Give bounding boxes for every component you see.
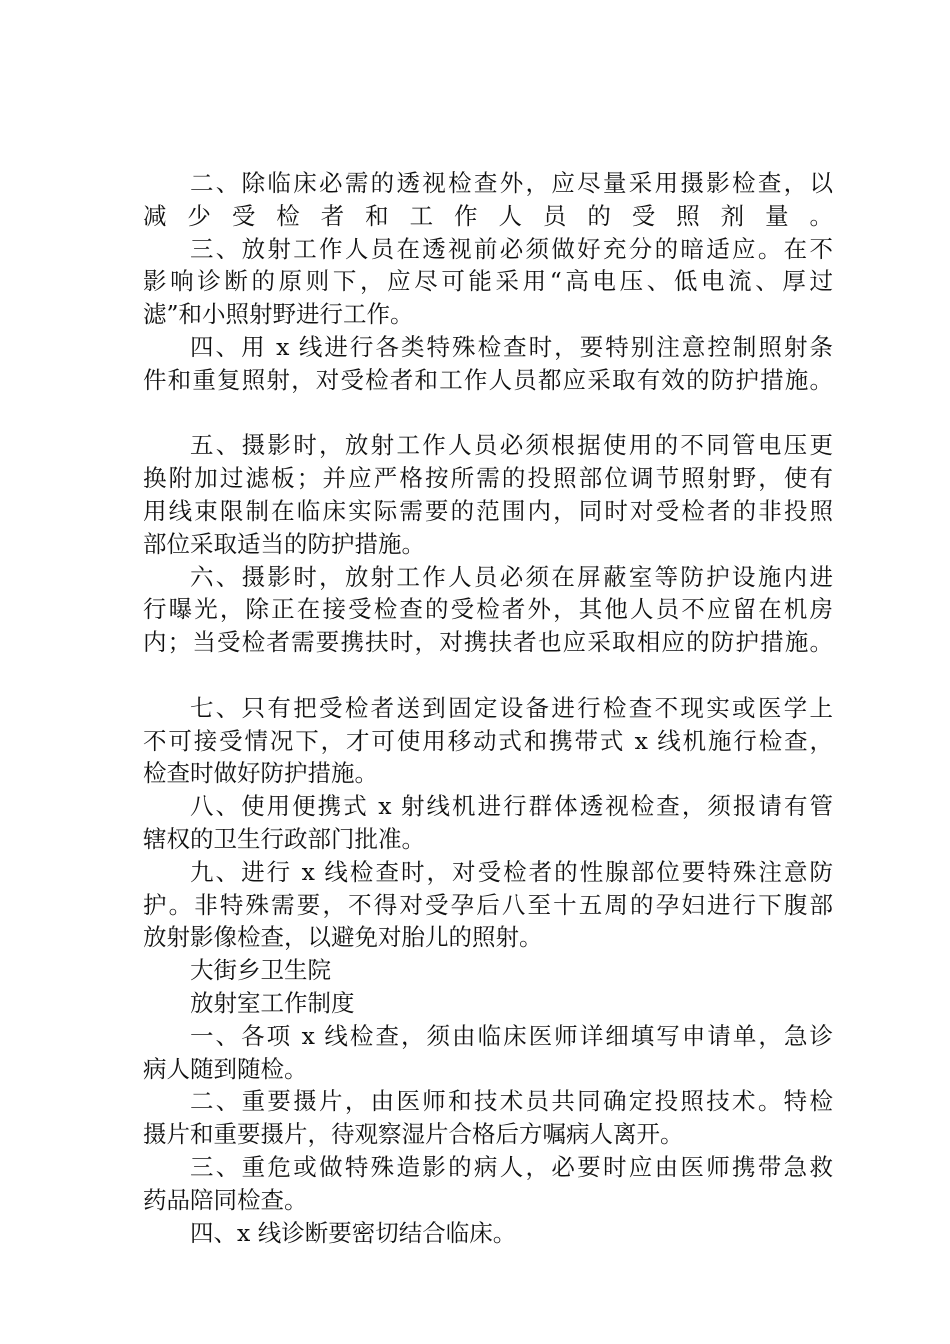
text-line: 检查时做好防护措施。 [143,759,378,788]
text-line: 件和重复照射，对受检者和工作人员都应采取有效的防护措施。 [143,365,833,394]
text-line: 六、摄影时，放射工作人员必须在屏蔽室等防护设施内进 [190,562,833,591]
text-line: 一、各项 x 线检查，须由临床医师详细填写申请单，急诊 [190,1021,833,1050]
text-line: 影响诊断的原则下，应尽可能采用“高电压、低电流、厚过 [143,267,833,296]
text-line: 药品陪同检查。 [143,1185,308,1214]
text-line: 二、除临床必需的透视检查外，应尽量采用摄影检查，以 [190,169,833,197]
text-line: 三、重危或做特殊造影的病人，必要时应由医师携带急救 [190,1152,833,1181]
text-line: 内；当受检者需要携扶时，对携扶者也应采取相应的防护措施。 [143,628,833,657]
text-line: 二、重要摄片，由医师和技术员共同确定投照技术。特检 [190,1087,833,1116]
text-line: 七、只有把受检者送到固定设备进行检查不现实或医学上 [190,693,833,722]
document-body [143,167,833,1249]
text-line: 辖权的卫生行政部门批准。 [143,824,425,853]
text-line: 用线束限制在临床实际需要的范围内，同时对受检者的非投照 [143,496,833,525]
text-line: 病人随到随检。 [143,1054,308,1083]
text-line: 八、使用便携式 x 射线机进行群体透视检查，须报请有管 [190,792,833,821]
text-line: 四、x 线诊断要密切结合临床。 [190,1218,517,1247]
text-line: 放射影像检查，以避免对胎儿的照射。 [143,923,543,952]
text-line: 九、进行 x 线检查时，对受检者的性腺部位要特殊注意防 [190,857,833,886]
text-line: 三、放射工作人员在透视前必须做好充分的暗适应。在不 [190,234,833,263]
text-line: 摄片和重要摄片，待观察湿片合格后方嘱病人离开。 [143,1120,684,1149]
text-line: 减少受检者和工作人员的受照剂量。 [143,201,833,230]
text-line: 部位采取适当的防护措施。 [143,529,425,558]
text-line: 五、摄影时，放射工作人员必须根据使用的不同管电压更 [190,431,833,460]
text-line: 换附加过滤板；并应严格按所需的投照部位调节照射野，使有 [143,464,833,493]
text-line: 四、用 x 线进行各类特殊检查时，要特别注意控制照射条 [190,332,833,361]
text-line: 滤”和小照射野进行工作。 [143,300,414,329]
section-title: 放射室工作制度 [190,988,355,1017]
text-line: 不可接受情况下，才可使用移动式和携带式 x 线机施行检查， [143,726,833,755]
blank-line [143,397,833,430]
text-line: 行曝光，除正在接受检查的受检者外，其他人员不应留在机房 [143,595,833,624]
text-line: 大街乡卫生院 [190,956,331,985]
blank-line [143,659,833,692]
text-line: 护。非特殊需要，不得对受孕后八至十五周的孕妇进行下腹部 [143,890,833,919]
